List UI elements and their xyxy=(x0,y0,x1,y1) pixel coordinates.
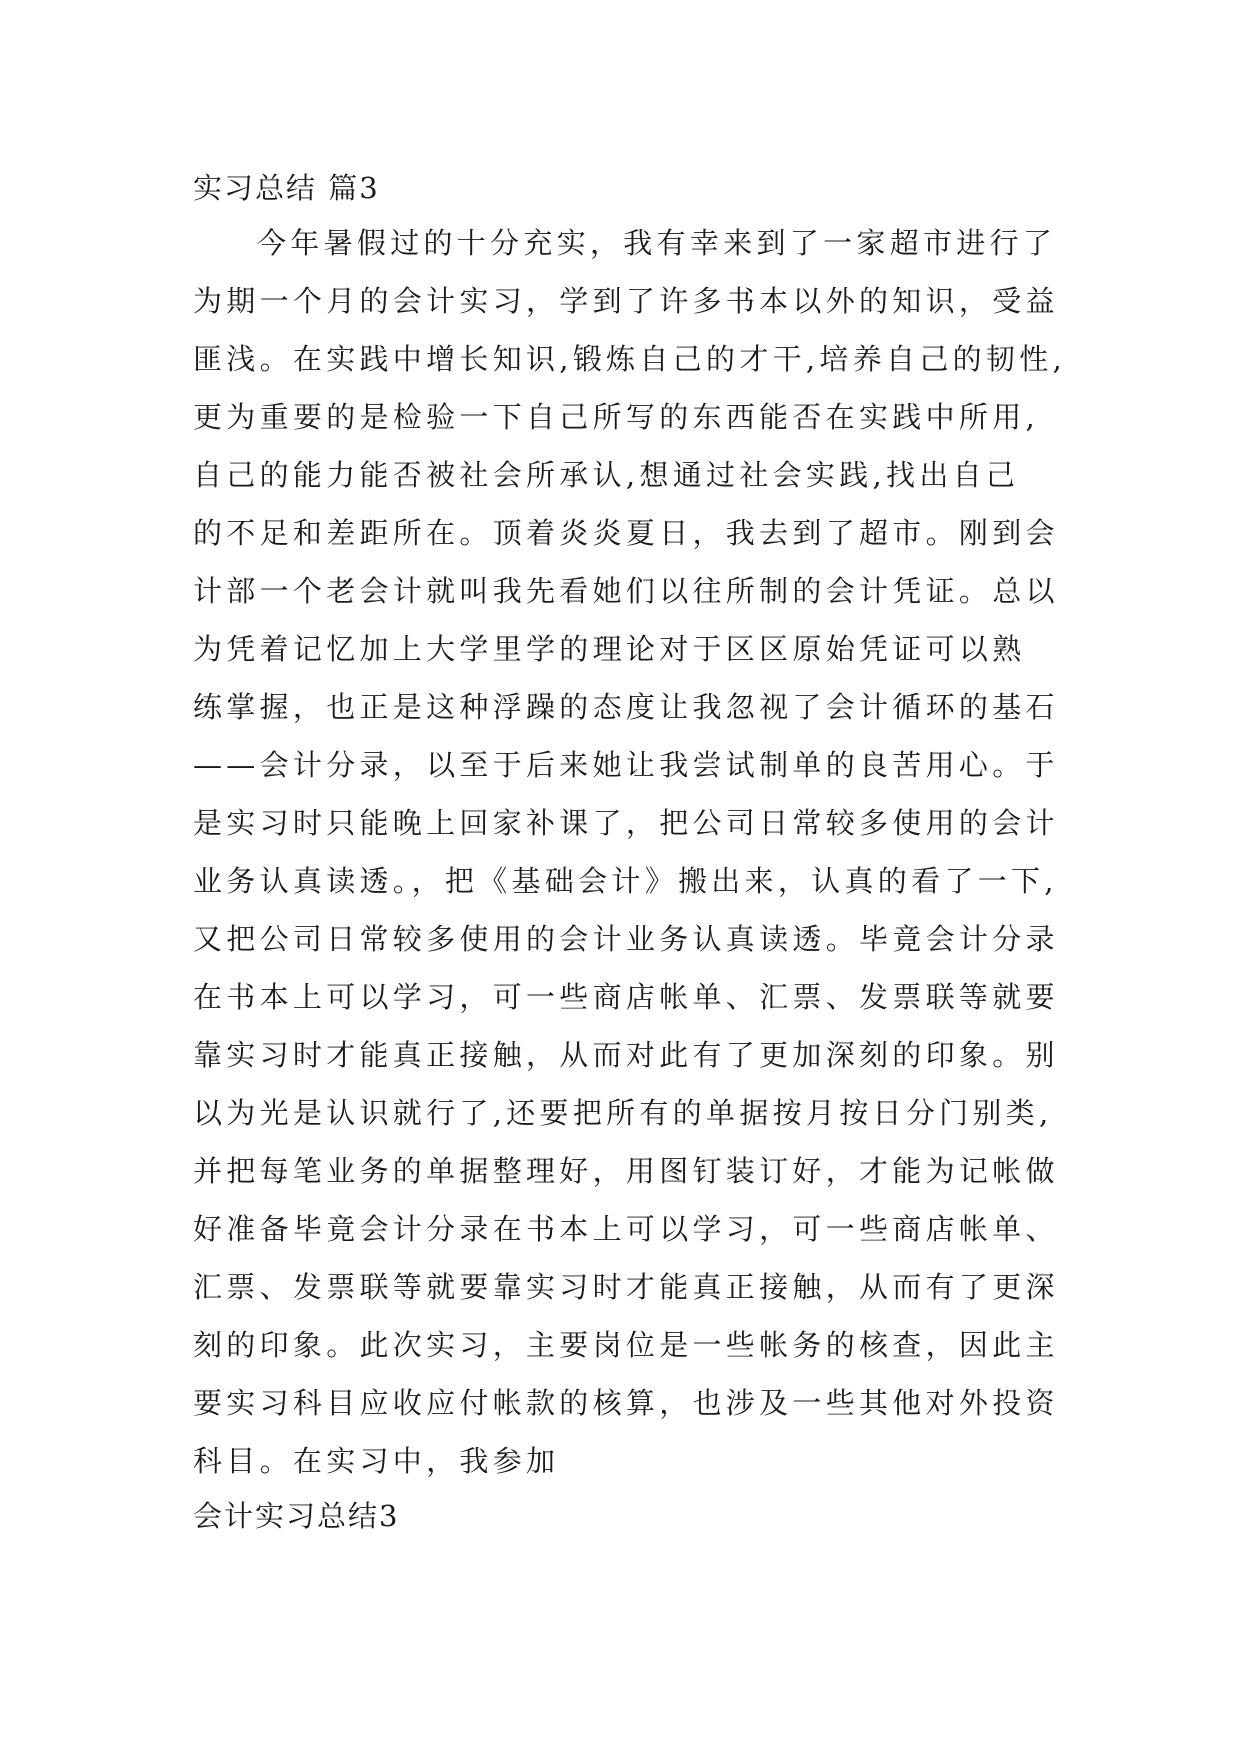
paragraph-line: 刻的印象。此次实习，主要岗位是一些帐务的核查，因此主 xyxy=(193,1328,1059,1362)
paragraph-line: 是实习时只能晚上回家补课了，把公司日常较多使用的会计 xyxy=(193,806,1059,840)
paragraph-line: 自己的能力能否被社会所承认,想通过社会实践,找出自己 xyxy=(193,458,1020,492)
paragraph-line: 练掌握，也正是这种浮躁的态度让我忽视了会计循环的基石 xyxy=(193,690,1059,724)
paragraph-line: 计部一个老会计就叫我先看她们以往所制的会计凭证。总以 xyxy=(193,574,1059,608)
paragraph-line: 今年暑假过的十分充实，我有幸来到了一家超市进行了 xyxy=(257,226,1057,260)
paragraph-line: 并把每笔业务的单据整理好，用图钉装订好，才能为记帐做 xyxy=(193,1154,1059,1188)
paragraph-line: 又把公司日常较多使用的会计业务认真读透。毕竟会计分录 xyxy=(193,922,1059,956)
paragraph-line: 匪浅。在实践中增长知识,锻炼自己的才干,培养自己的韧性, xyxy=(193,342,1067,376)
paragraph-line: 科目。在实习中，我参加 xyxy=(193,1444,560,1478)
paragraph-line: 好准备毕竟会计分录在书本上可以学习，可一些商店帐单、 xyxy=(193,1212,1059,1246)
paragraph-line: ——会计分录，以至于后来她让我尝试制单的良苦用心。于 xyxy=(193,748,1059,782)
paragraph-line: 为期一个月的会计实习，学到了许多书本以外的知识，受益 xyxy=(193,284,1059,318)
footer-title: 会计实习总结3 xyxy=(193,1499,400,1533)
paragraph-line: 业务认真读透。，把《基础会计》搬出来，认真的看了一下, xyxy=(193,864,1058,898)
paragraph-line: 在书本上可以学习，可一些商店帐单、汇票、发票联等就要 xyxy=(193,980,1059,1014)
paragraph-line: 更为重要的是检验一下自己所写的东西能否在实践中所用, xyxy=(193,400,1040,434)
paragraph-line: 汇票、发票联等就要靠实习时才能真正接触，从而有了更深 xyxy=(193,1270,1059,1304)
paragraph-line: 为凭着记忆加上大学里学的理论对于区区原始凭证可以熟 xyxy=(193,632,1026,666)
section-title: 实习总结 篇3 xyxy=(193,171,380,205)
paragraph-line: 的不足和差距所在。顶着炎炎夏日，我去到了超市。刚到会 xyxy=(193,516,1059,550)
paragraph-line: 靠实习时才能真正接触，从而对此有了更加深刻的印象。别 xyxy=(193,1038,1059,1072)
paragraph-line: 以为光是认识就行了,还要把所有的单据按月按日分门别类, xyxy=(193,1096,1053,1130)
paragraph-line: 要实习科目应收应付帐款的核算，也涉及一些其他对外投资 xyxy=(193,1386,1059,1420)
